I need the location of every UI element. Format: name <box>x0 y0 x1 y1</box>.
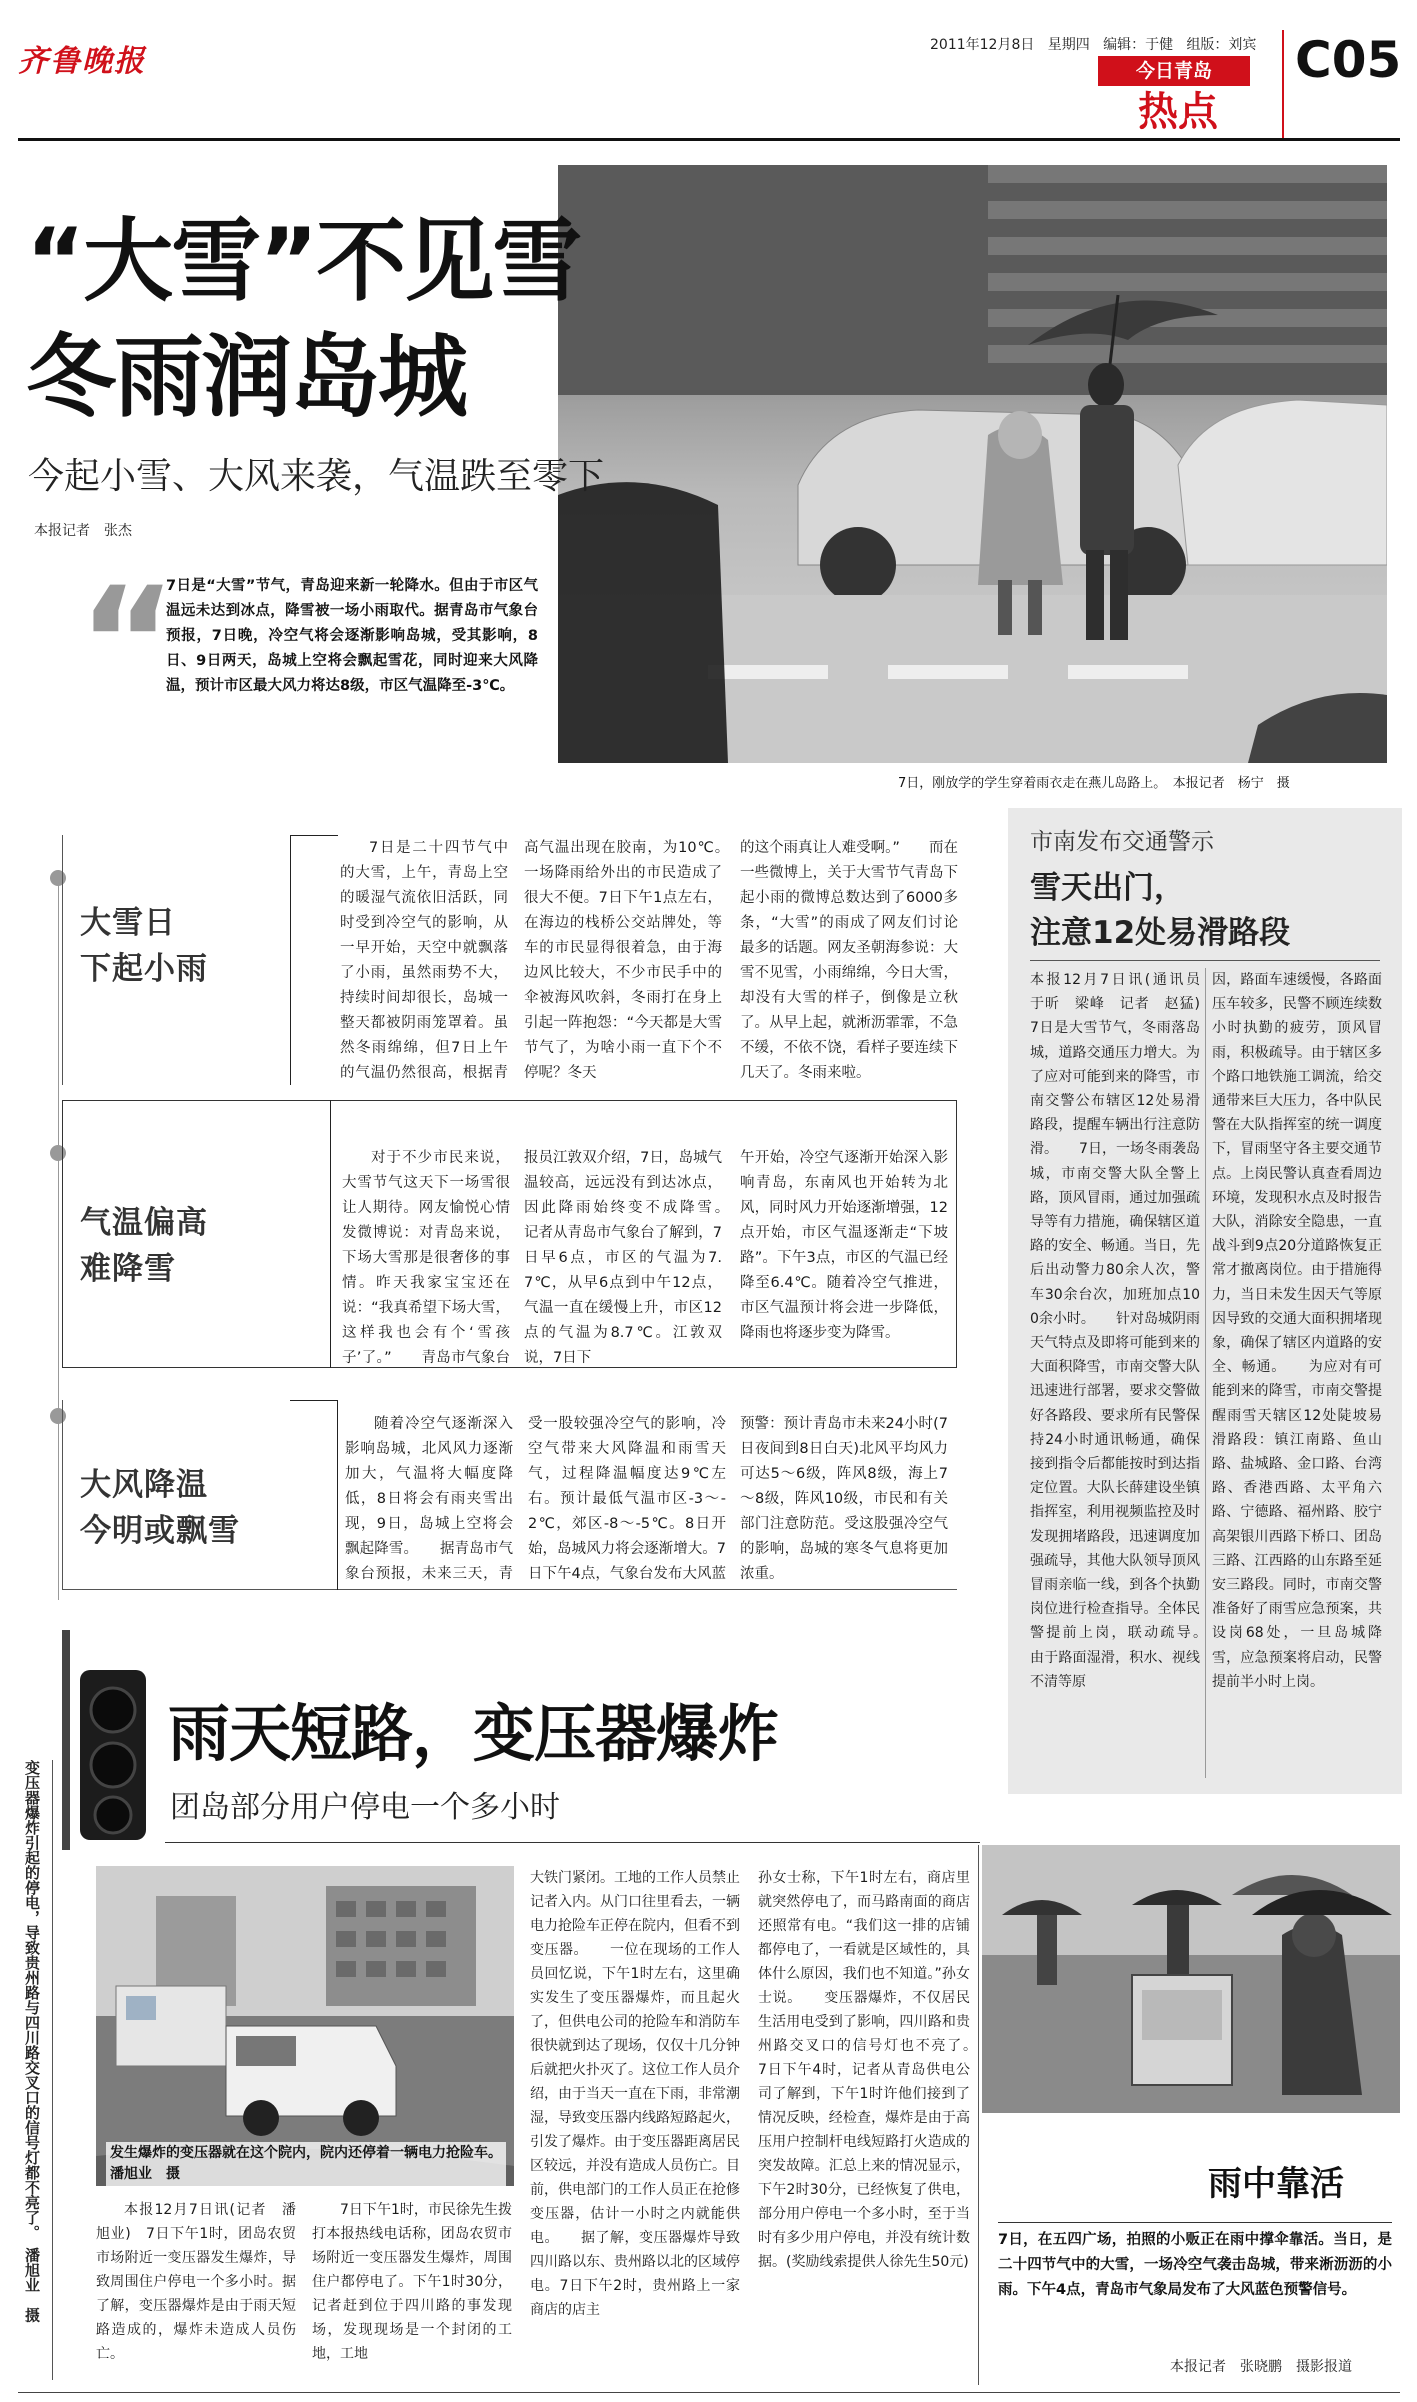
section-bracket-1 <box>290 835 338 1085</box>
traffic-col-divider <box>1205 968 1206 1778</box>
blast-bottom-col2: 7日下午1时，市民徐先生拨打本报热线电话称，团岛农贸市场附近一变压器发生爆炸，周围住户都停电了。下午1时30分，记者赶到位于四川路的事发现场，发现现场是一个封闭的工地，工地 <box>312 2202 512 2362</box>
section-2-col3: 午开始，冷空气逐渐开始深入影响青岛，东南风也开始转为北风，同时风力开始逐渐增强，12点开始，市区气温逐渐走“下坡路”。下午3点，市区的气温已经降至6.4℃。随着冷空气推进，市区气温预计将会进一步降低，降雨也将逐步变为降雪。 <box>740 1150 948 1341</box>
section-bracket-3 <box>290 1400 338 1590</box>
newspaper-logo: 齐鲁晚报 <box>18 44 146 79</box>
traffic-title <box>1030 866 1290 956</box>
blast-vertical-caption: 变压器爆炸引起的停电，导致贵州路与四川路交叉口的信号灯都不亮了。 潘旭业 摄 <box>23 1760 41 2323</box>
vendor-photo <box>982 1845 1400 2113</box>
lead-intro: 7日是“大雪”节气，青岛迎来新一轮降水。但由于市区气温远未达到冰点，降雪被一场小雨取代。据青岛市气象台预报，7日晚，冷空气将会逐渐影响岛城，受其影响，8日、9日两天，岛城上空将会飘起雪花，同时迎来大风降温，预计市区最大风力将达8级，市区气温降至-3℃。 <box>166 578 538 694</box>
page-number: C05 <box>1295 31 1402 89</box>
lead-photo-caption: 7日，刚放学的学生穿着雨衣走在燕儿岛路上。 本报记者 杨宁 摄 <box>898 776 1290 791</box>
issue-layout: 组版：刘宾 <box>1186 37 1257 53</box>
section-head-2-line2: 难降雪 <box>80 1251 176 1287</box>
masthead-divider <box>1282 30 1284 140</box>
section-connector <box>58 870 59 1600</box>
section-1-col2: 高气温出现在胶南，为10℃。 一场降雨给外出的市民造成了很大不便。7日下午1点左右，在海边的栈桥公交站牌处，等车的市民显得很着急，由于海边风比较大，不少市民手中的伞被海风吹斜，冬雨打在身上引起一阵抱怨：“今天都是大雪节气了，为啥小雨一直下个不停呢？冬天 <box>524 840 722 1081</box>
blast-col4: 孙女士称，下午1时左右，商店里就突然停电了，而马路南面的商店还照常有电。“我们这一排的店铺都停电了，一看就是区域性的，具体什么原因，我们也不知道。”孙女士说。 变压器爆炸，不仅居民生活用电受到了影响，四川路和贵州路交叉口的信号灯也不亮了。 7日下午4时，记者从青岛供电公司了解到，下午1时许他们接到了情况反映，经检查，爆炸是由于高压用户控制杆电线短路打火造成的突发故障。汇总上来的情况显示，下午2时30分，已经恢复了供电，部分用户停电一个多小时，至于当时有多少用户停电，并没有统计数据。(奖励线索提供人徐先生50元) <box>758 1870 970 2270</box>
blast-caption-rule <box>52 1760 53 2380</box>
vendor-title-rule <box>998 2222 1392 2223</box>
section-3-col2: 受一股较强冷空气的影响，冷空气带来大风降温和雨雪天气，过程降温幅度达9℃左右。预计最低气温市区-3～-2℃，郊区-8～-5℃。8日开始，岛城风力将会逐渐增大。7日下午4点，气象台发布大风蓝 <box>528 1416 726 1582</box>
section-2-col1: 对于不少市民来说，大雪节气这天下一场雪很让人期待。网友愉悦心情发微博说：对青岛来说，下场大雪那是很奢侈的事情。昨天我家宝宝还在说：“我真希望下场大雪，这样我也会有个‘雪孩子’了。” 青岛市气象台 <box>342 1150 510 1366</box>
section-head-2-line1: 气温偏高 <box>80 1205 208 1241</box>
traffic-title-line2: 注意12处易滑路段 <box>1030 915 1291 951</box>
section-head-1-line2: 下起小雨 <box>80 951 208 987</box>
section-2-col2: 报员江敦双介绍，7日，岛城气温较高，远远没有到达冰点，因此降雨始终变不成降雪。 记者从青岛市气象台了解到，7日早6点，市区的气温为7.7℃，从早6点到中午12点，气温一直在缓慢上升，市区12点的气温为8.7℃。江敦双说，7日下 <box>524 1150 722 1366</box>
section-head-3 <box>80 1462 300 1554</box>
blast-photo-caption: 发生爆炸的变压器就在这个院内，院内还停着一辆电力抢险车。 潘旭业 摄 <box>106 2142 506 2186</box>
lead-title-line2: 冬雨润岛城 <box>26 325 466 430</box>
lead-title-line1: “大雪”不见雪 <box>26 209 581 314</box>
blast-photo-art <box>96 1866 514 2186</box>
vendor-photo-art <box>982 1845 1400 2113</box>
section-divider <box>330 1100 331 1368</box>
section-1-col3: 的这个雨真让人难受啊。” 而在一些微博上，关于大雪节气青岛下起小雨的微博总数达到了6000多条，“大雪”的雨成了网友们讨论最多的话题。网友圣朝海参说：大雪不见雪，小雨绵绵，今日大雪，却没有大雪的样子，倒像是立秋了。从早上起，就淅沥霏霏，不急不缓，不依不饶，看样子要连续下几天了。冬雨来啦。 <box>740 840 958 1081</box>
blast-title-rule <box>165 1842 980 1843</box>
section-1-col1: 7日是二十四节气中的大雪，上午，青岛上空的暖湿气流依旧活跃，同时受到冷空气的影响，从一早开始，天空中就飘落了小雨，虽然雨势不大，持续时间却很长，岛城一整天都被阴雨笼罩着。虽然冬雨绵绵，但7日上午的气温仍然很高，根据青 <box>340 840 508 1081</box>
traffic-title-line1: 雪天出门， <box>1030 870 1185 906</box>
traffic-col1: 本报12月7日讯(通讯员 于昕 梁峰 记者 赵猛) 7日是大雪节气，冬雨落岛城，道路交通压力增大。为了应对可能到来的降雪，市南交警公布辖区12处易滑路段，提醒车辆出行注意防滑。 7日，一场冬雨袭岛城，市南交警大队全警上路，顶风冒雨，通过加强疏导等有力措施，确保辖区道路的安全、畅通。当日，先后出动警力80余人次，警车30余台次，加班加点100余小时。 针对岛城阴雨天气特点及即将可能到来的大面积降雪，市南交警大队迅速进行部署，要求交警做好各路段、要求所有民警保持24小时通讯畅通，确保接到指令后都能按时到达指定位置。大队长薛建设坐镇指挥室，利用视频监控及时发现拥堵路段，迅速调度加强疏导，其他大队领导顶风冒雨亲临一线，到各个执勤岗位进行检查指导。全体民警提前上岗，联动疏导。 由于路面湿滑，积水、视线不清等原 <box>1030 972 1200 1690</box>
issue-editor: 编辑：于健 <box>1103 37 1174 53</box>
traffic-light-icon <box>40 1630 150 1850</box>
issue-date: 2011年12月8日 <box>930 37 1035 53</box>
blast-photo <box>96 1866 514 2186</box>
traffic-col2: 因，路面车速缓慢，各路面压车较多，民警不顾连续数小时执勤的疲劳，顶风冒雨，积极疏导。由于辖区多个路口地铁施工调流，给交通带来巨大压力，各中队民警在大队指挥室的统一调度下，冒雨坚守各主要交通节点。上岗民警认真查看周边环境，发现积水点及时报告大队，消除安全隐患，一直战斗到9点20分道路恢复正常才撤离岗位。由于措施得力，当日未发生因天气等原因导致的交通大面积拥堵现象，确保了辖区内道路的安全、畅通。 为应对有可能到来的降雪，市南交警提醒雨雪天辖区12处陡坡易滑路段：镇江南路、鱼山路、盐城路、金口路、台湾路、香港西路、太平角六路、宁德路、福州路、胶宁高架银川西路下桥口、团岛三路、江西路的山东路至延安三路段。同时，市南交警准备好了雨雪应急预案，共设岗68处，一旦岛城降雪，应急预案将启动，民警提前半小时上岗。 <box>1212 972 1382 1690</box>
blast-bottom-col1: 本报12月7日讯(记者 潘旭业) 7日下午1时，团岛农贸市场附近一变压器发生爆炸，导致周围住户停电一个多小时。据了解，变压器爆炸是由于雨天短路造成的，爆炸未造成人员伤亡。 <box>96 2202 296 2362</box>
blast-col3: 大铁门紧闭。工地的工作人员禁止记者入内。从门口往里看去，一辆电力抢险车正停在院内，但看不到变压器。 一位在现场的工作人员回忆说，下午1时左右，这里确实发生了变压器爆炸，而且起火了，但供电公司的抢险车和消防车很快就到达了现场，仅仅十几分钟后就把火扑灭了。这位工作人员介绍，由于当天一直在下雨，非常潮湿，导致变压器内线路短路起火，引发了爆炸。由于变压器距离居民区较远，并没有造成人员伤亡。目前，供电部门的工作人员正在抢修变压器，估计一小时之内就能供电。 据了解，变压器爆炸导致四川路以东、贵州路以北的区域停电。7日下午2时，贵州路上一家商店的店主 <box>530 1870 740 2318</box>
lead-photo <box>558 165 1387 763</box>
section-head-1-line1: 大雪日 <box>80 905 176 941</box>
quote-mark: “ <box>78 556 177 730</box>
section-head-3-line1: 大风降温 <box>80 1467 208 1503</box>
section-tag: 今日青岛 <box>1098 56 1250 86</box>
section-head-2 <box>80 1200 300 1292</box>
lead-subtitle: 今起小雪、大风来袭，气温跌至零下 <box>28 456 605 497</box>
vendor-title: 雨中靠活 <box>1208 2164 1344 2204</box>
vendor-byline: 本报记者 张晓鹏 摄影报道 <box>1170 2359 1352 2375</box>
masthead-rule <box>18 138 1400 141</box>
section-3-col1: 随着冷空气逐渐深入影响岛城，北风风力逐渐加大，气温将大幅度降低，8日将会有雨夹雪出现，9日，岛城上空将会飘起降雪。 据青岛市气象台预报，未来三天，青 <box>345 1416 513 1582</box>
traffic-kicker: 市南发布交通警示 <box>1030 829 1214 855</box>
blast-title: 雨天短路，变压器爆炸 <box>168 1697 779 1770</box>
section-name: 热点 <box>1138 89 1218 135</box>
section-head-1 <box>80 900 300 992</box>
blast-subtitle: 团岛部分用户停电一个多小时 <box>170 1790 560 1825</box>
issue-info <box>930 34 1256 54</box>
traffic-light-illustration <box>40 1630 150 1850</box>
vendor-divider <box>978 1845 979 2385</box>
page-bottom-rule <box>18 2392 1400 2393</box>
traffic-title-rule <box>1030 960 1380 961</box>
vendor-text: 7日，在五四广场，拍照的小贩正在雨中撑伞靠活。当日，是二十四节气中的大雪，一场冷空气袭击岛城，带来淅沥沥的小雨。下午4点，青岛市气象局发布了大风蓝色预警信号。 <box>998 2232 1392 2298</box>
section-head-3-line2: 今明或飘雪 <box>80 1513 240 1549</box>
lead-photo-art <box>558 165 1387 763</box>
lead-byline: 本报记者 张杰 <box>34 523 132 539</box>
issue-weekday: 星期四 <box>1047 37 1090 53</box>
section-3-col3: 预警：预计青岛市未来24小时(7日夜间到8日白天)北风平均风力可达5～6级，阵风8级，海上7～8级，阵风10级，市民和有关部门注意防范。受这股强冷空气的影响，岛城的寒冬气息将更加浓重。 <box>740 1416 948 1582</box>
